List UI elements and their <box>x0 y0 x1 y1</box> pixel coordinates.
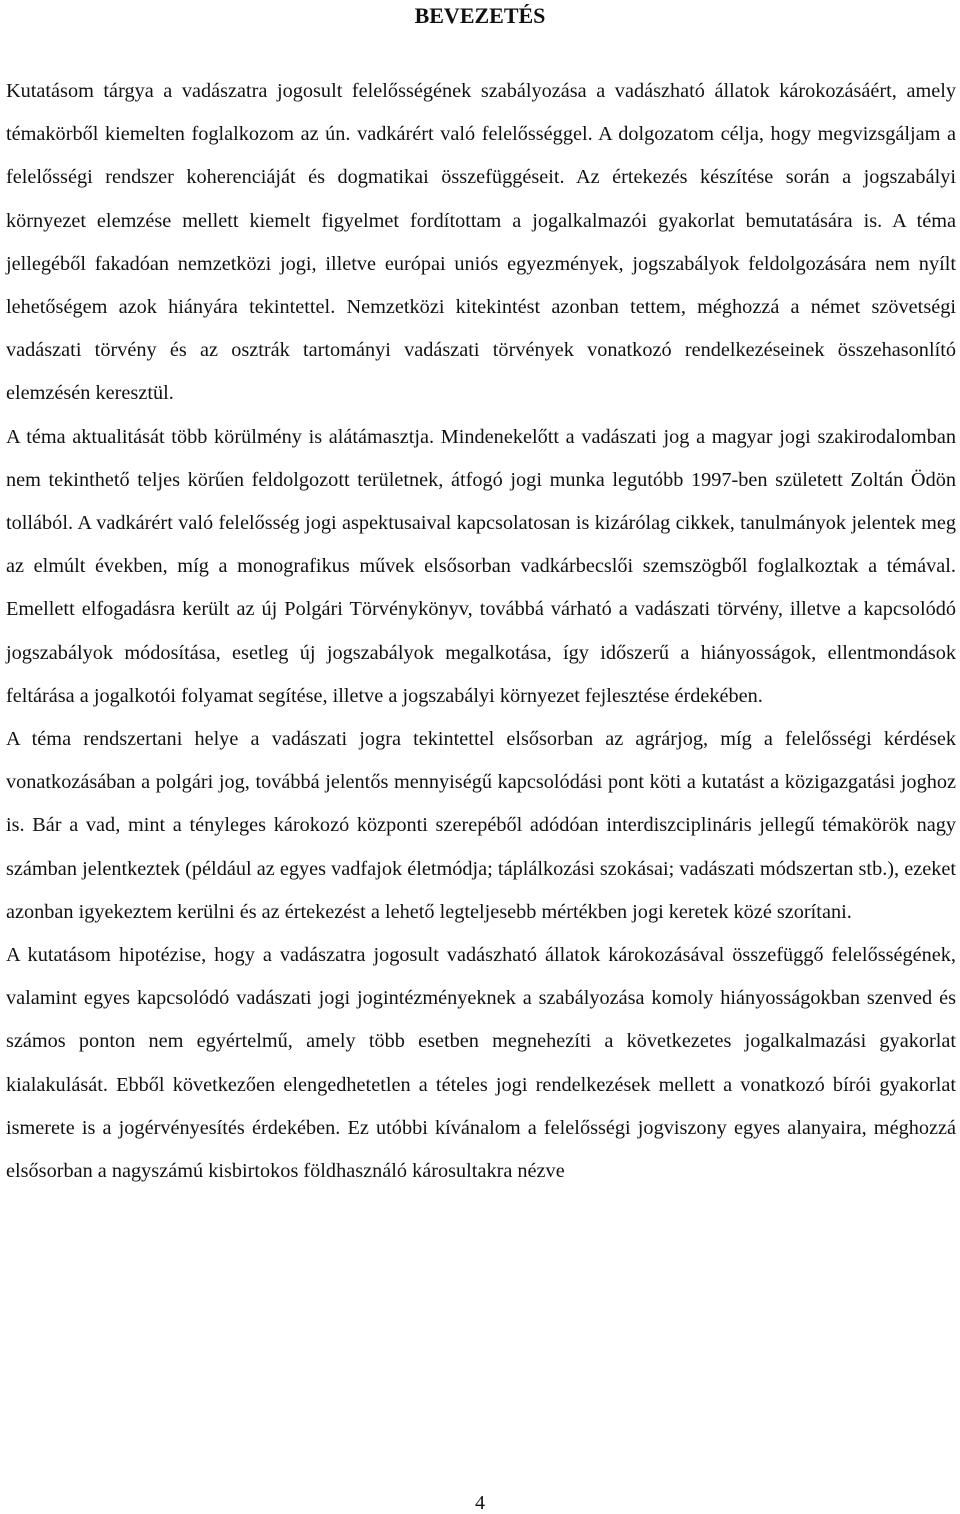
paragraph-2: A téma aktualitását több körülmény is alátámasztja. Mindenekelőtt a vadászati jog a magyar jogi szakirodalomban nem tekinthető teljes körűen feldolgozott területnek, átfogó jogi munka legutóbb 1997-ben született Zoltán Ödön tollából. A vadkárért való felelősség jogi aspektusaival kapcsolatosan is kizárólag cikkek, tanulmányok jelentek meg az elmúlt években, míg a monografikus művek elsősorban vadkárbecslői szemszögből foglalkoztak a témával. Emellett elfogadásra került az új Polgári Törvénykönyv, továbbá várható a vadászati törvény, illetve a kapcsolódó jogszabályok módosítása, esetleg új jogszabályok megalkotása, így időszerű a hiányosságok, ellentmondások feltárása a jogalkotói folyamat segítése, illetve a jogszabályi környezet fejlesztése érdekében. <box>6 425 956 707</box>
paragraph-3: A téma rendszertani helye a vadászati jogra tekintettel elsősorban az agrárjog, míg a felelősségi kérdések vonatkozásában a polgári jog, továbbá jelentős mennyiségű kapcsolódási pont köti a kutatást a közigazgatási joghoz is. Bár a vad, mint a tényleges károkozó központi szerepéből adódóan interdiszciplináris jellegű témakörök nagy számban jelentkeztek (például az egyes vadfajok életmódja; táplálkozási szokásai; vadászati módszertan stb.), ezeket azonban igyekeztem kerülni és az értekezést a lehető legteljesebb mértékben jogi keretek közé szorítani. <box>6 728 956 923</box>
body-text <box>6 70 956 1193</box>
paragraph-1: Kutatásom tárgya a vadászatra jogosult felelősségének szabályozása a vadászható állatok károkozásáért, amely témakörből kiemelten foglalkozom az ún. vadkárért való felelősséggel. A dolgozatom célja, hogy megvizsgáljam a felelősségi rendszer koherenciáját és dogmatikai összefüggéseit. Az értekezés készítése során a jogszabályi környezet elemzése mellett kiemelt figyelmet fordítottam a jogalkalmazói gyakorlat bemutatására is. A téma jellegéből fakadóan nemzetközi jogi, illetve európai uniós egyezmények, jogszabályok feldolgozására nem nyílt lehetőségem azok hiányára tekintettel. Nemzetközi kitekintést azonban tettem, méghozzá a német szövetségi vadászati törvény és az osztrák tartományi vadászati törvények vonatkozó rendelkezéseinek összehasonlító elemzésén keresztül. <box>6 80 956 405</box>
page-number: 4 <box>475 1492 485 1514</box>
paragraph-4: A kutatásom hipotézise, hogy a vadászatra jogosult vadászható állatok károkozásával összefüggő felelősségének, valamint egyes kapcsolódó vadászati jogi jogintézményeknek a szabályozása komoly hiányosságokban szenved és számos ponton nem egyértelmű, amely több esetben megnehezíti a következetes jogalkalmazási gyakorlat kialakulását. Ebből következően elengedhetetlen a tételes jogi rendelkezések mellett a vonatkozó bírói gyakorlat ismerete is a jogérvényesítés érdekében. Ez utóbbi kívánalom a felelősségi jogviszony egyes alanyaira, méghozzá elsősorban a nagyszámú kisbirtokos földhasználó károsultakra nézve <box>6 944 956 1183</box>
page-title: BEVEZETÉS <box>414 3 546 28</box>
